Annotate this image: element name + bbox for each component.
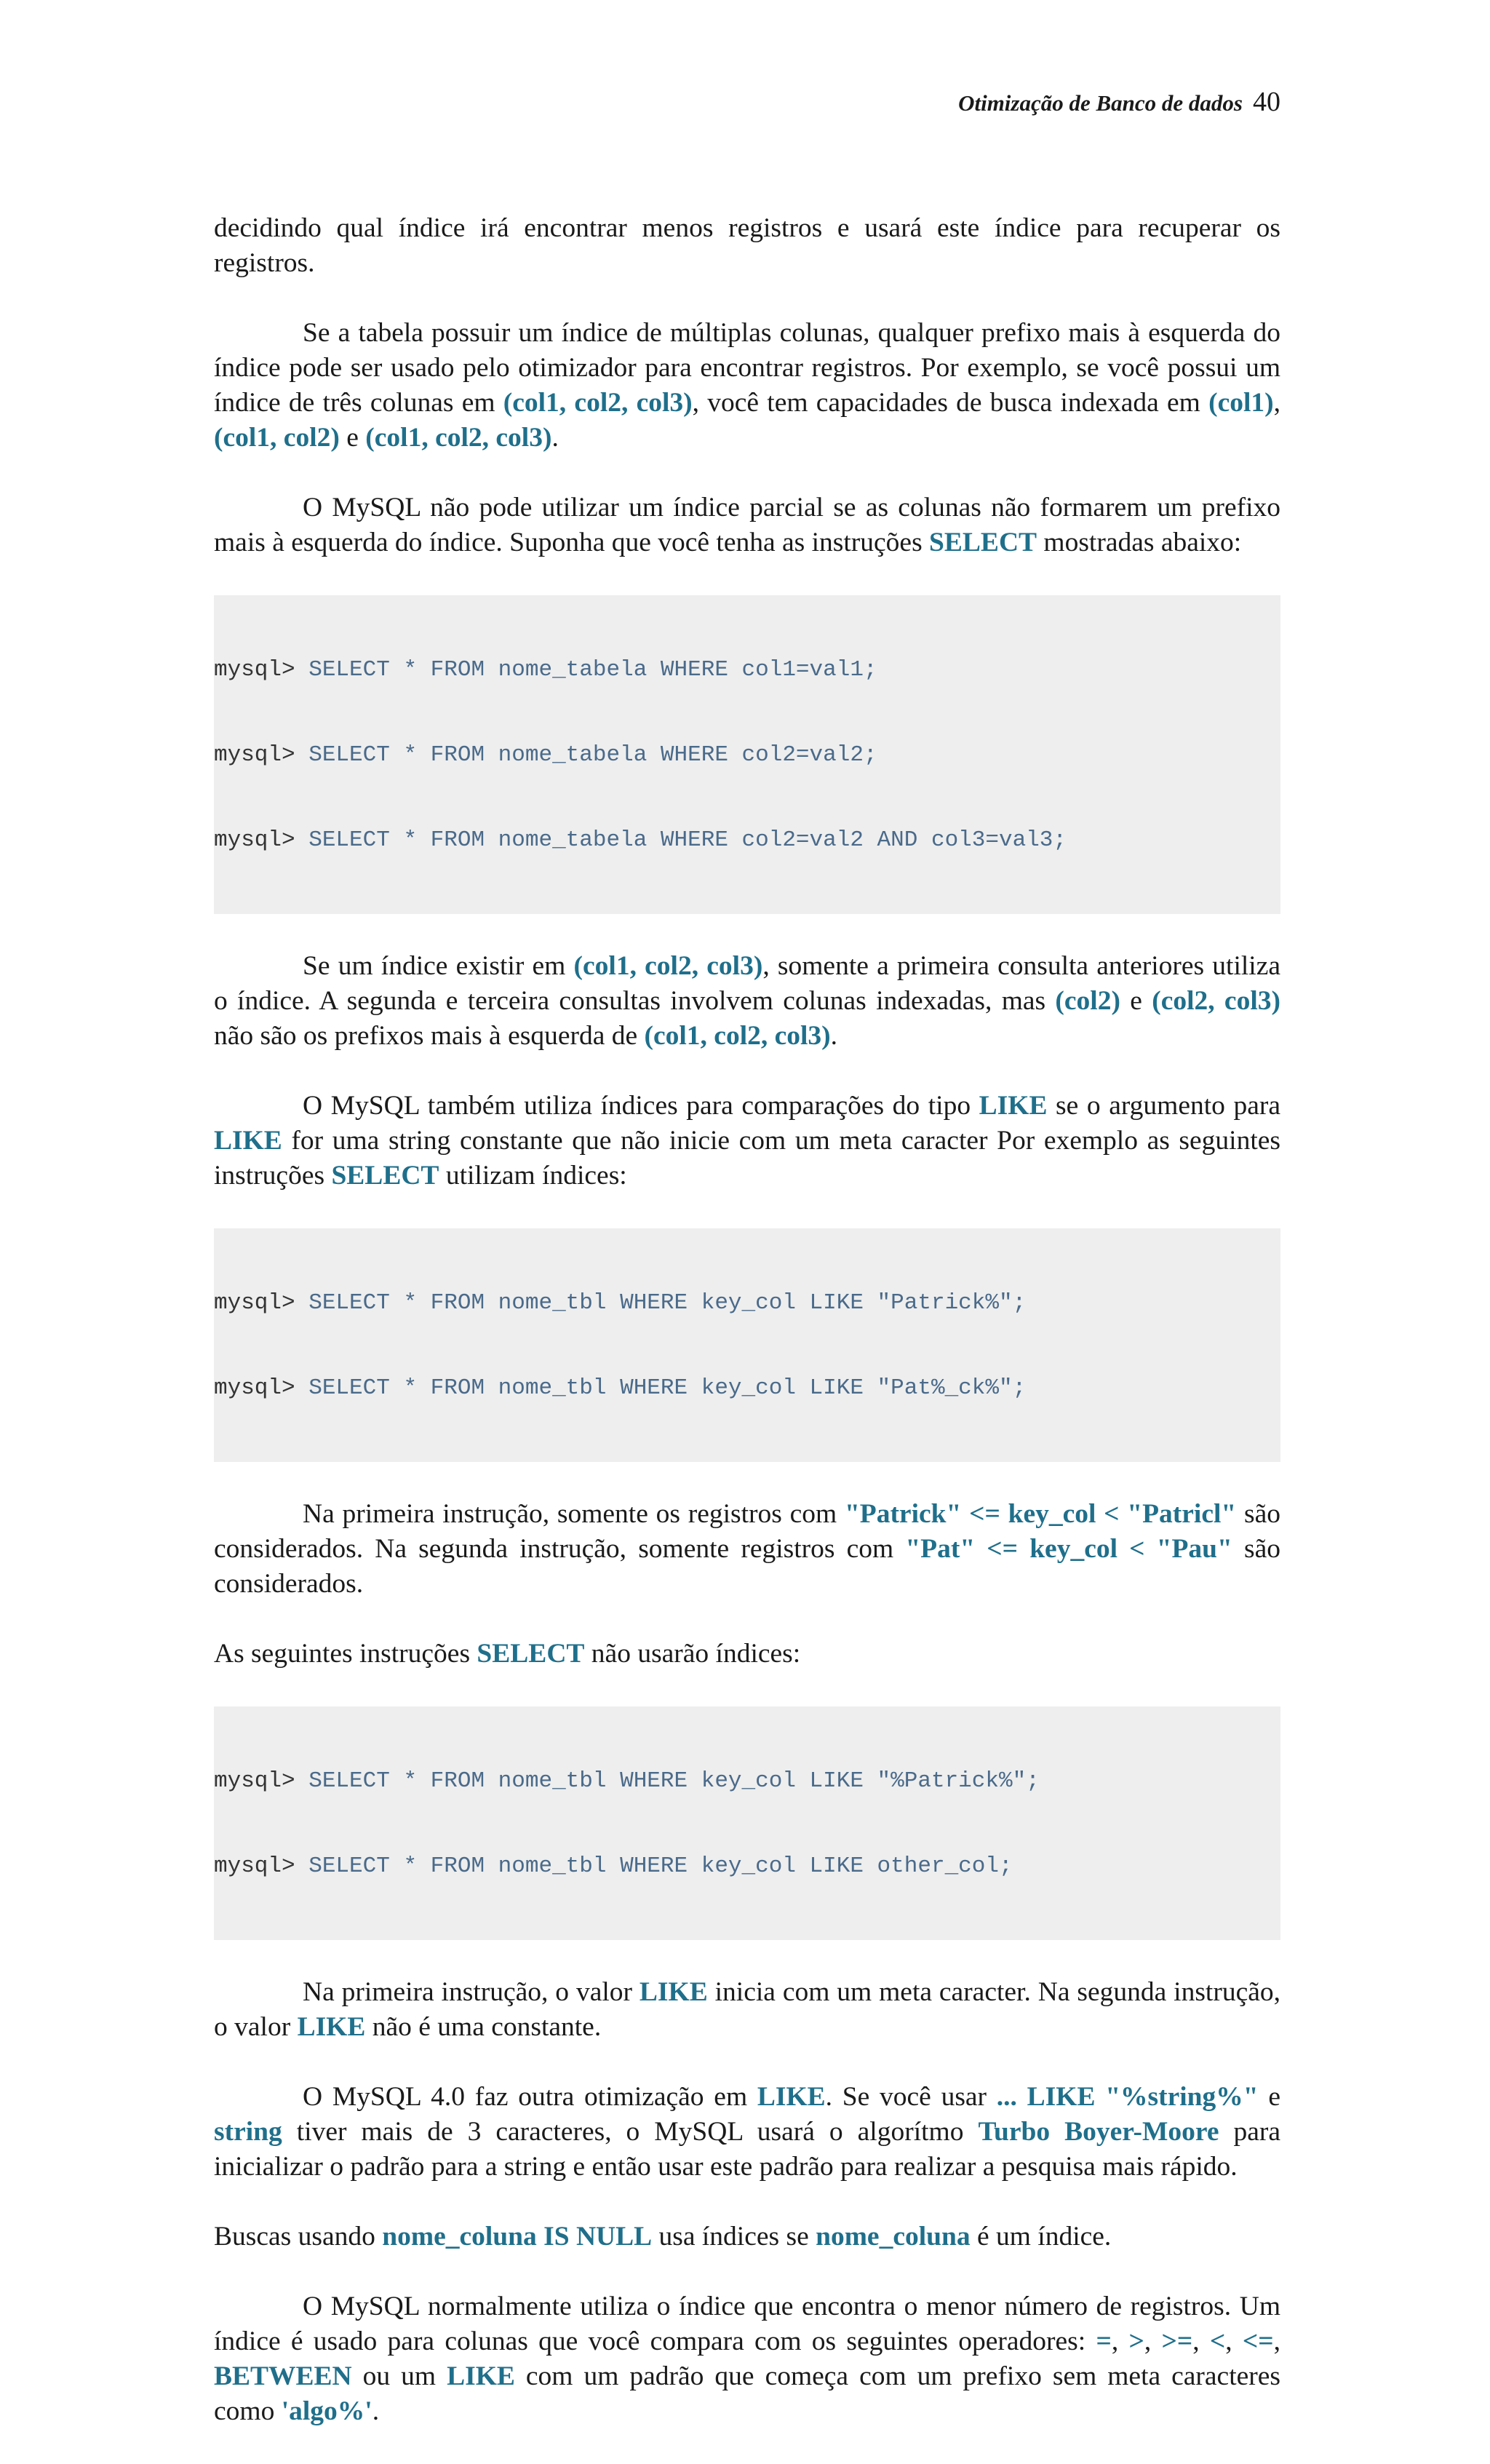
code-block-1	[214, 595, 1280, 914]
highlight-term: "Pat" <= key_col < "Pau"	[905, 1534, 1232, 1564]
highlight-term: LIKE	[447, 2361, 515, 2391]
text: usa índices se	[652, 2222, 816, 2252]
code-command: SELECT * FROM nome_tabela WHERE col1=val1;	[295, 657, 877, 683]
text: não é uma constante.	[365, 2012, 602, 2042]
text: , você tem capacidades de busca indexada em	[692, 388, 1209, 418]
highlight-term: Turbo Boyer-Moore	[978, 2117, 1219, 2147]
code-command: SELECT * FROM nome_tbl WHERE key_col LIKE "Patrick%";	[295, 1290, 1027, 1316]
text: e	[1258, 2082, 1280, 2112]
header-title: Otimização de Banco de dados	[958, 90, 1243, 116]
text: ou um	[351, 2361, 447, 2391]
paragraph-5	[214, 1089, 1280, 1193]
text: Buscas usando	[214, 2222, 383, 2252]
text: O MySQL não pode utilizar um índice parcial se as colunas não formarem um prefixo mais à esquerda do índice. Suponha que você tenha as instruções	[214, 493, 1280, 557]
text: não usarão índices:	[584, 1639, 801, 1669]
highlight-term: SELECT	[929, 528, 1037, 557]
code-prompt: mysql>	[214, 1853, 295, 1879]
paragraph-2	[214, 316, 1280, 456]
highlight-term: "Patrick" <= key_col < "Patricl"	[844, 1499, 1237, 1529]
highlight-term: LIKE	[639, 1977, 708, 2007]
code-prompt: mysql>	[214, 827, 295, 853]
highlight-term: LIKE	[214, 1126, 282, 1156]
text: utilizam índices:	[439, 1161, 627, 1191]
text: inicia com um meta caracter. Na segunda instrução, o valor	[214, 1977, 1280, 2042]
highlight-term: <=	[1242, 2326, 1274, 2356]
code-line	[214, 656, 1280, 684]
paragraph-4	[214, 949, 1280, 1054]
highlight-term: =	[1096, 2326, 1112, 2356]
highlight-term: SELECT	[477, 1639, 585, 1669]
highlight-term: nome_coluna	[816, 2222, 971, 2252]
text: ,	[1225, 2326, 1243, 2356]
code-block-3	[214, 1706, 1280, 1940]
text: As seguintes instruções	[214, 1639, 477, 1669]
page-body	[214, 211, 1280, 2464]
text: Na primeira instrução, o valor	[303, 1977, 640, 2007]
text: ,	[1111, 2326, 1129, 2356]
paragraph-6	[214, 1497, 1280, 1602]
highlight-term: (col1, col2, col3)	[365, 423, 552, 453]
text: ,	[1273, 388, 1280, 418]
code-command: SELECT * FROM nome_tabela WHERE col2=val2 AND col3=val3;	[295, 827, 1067, 853]
code-line	[214, 1374, 1280, 1402]
paragraph-7	[214, 1637, 1280, 1672]
paragraph-11	[214, 2289, 1280, 2429]
paragraph-9	[214, 2080, 1280, 2185]
text: ,	[1192, 2326, 1210, 2356]
highlight-term: nome_coluna IS NULL	[382, 2222, 653, 2252]
highlight-term: <	[1209, 2326, 1226, 2356]
code-prompt: mysql>	[214, 1290, 295, 1316]
highlight-term: LIKE	[979, 1091, 1048, 1121]
text: são considerados. Na segunda instrução, somente registros com	[214, 1499, 1280, 1564]
text: , somente a primeira consulta anteriores utiliza o índice. A segunda e terceira consultas involvem colunas indexadas, mas	[214, 951, 1281, 1016]
text: mostradas abaixo:	[1037, 528, 1242, 557]
text: e	[339, 423, 366, 453]
code-prompt: mysql>	[214, 742, 295, 768]
highlight-term: string	[214, 2117, 282, 2147]
text: e	[1120, 986, 1152, 1016]
code-prompt: mysql>	[214, 1768, 295, 1794]
text: O MySQL normalmente utiliza o índice que encontra o menor número de registros. Um índice é usado para colunas que você compara com os seguintes operadores:	[214, 2292, 1280, 2356]
text: Na primeira instrução, somente os registros com	[303, 1499, 845, 1529]
highlight-term: >=	[1161, 2326, 1193, 2356]
text: com um padrão que começa com um prefixo sem meta caracteres como	[214, 2361, 1280, 2426]
highlight-term: (col1, col2, col3)	[573, 951, 763, 981]
text: .	[372, 2396, 380, 2426]
highlight-term: BETWEEN	[214, 2361, 352, 2391]
text: .	[551, 423, 559, 453]
text: ,	[1144, 2326, 1162, 2356]
highlight-term: (col1, col2, col3)	[644, 1021, 831, 1051]
highlight-term: (col1, col2, col3)	[503, 388, 693, 418]
paragraph-10	[214, 2219, 1280, 2254]
highlight-term: (col1)	[1208, 388, 1274, 418]
text: é um índice.	[970, 2222, 1112, 2252]
text: O MySQL 4.0 faz outra otimização em	[303, 2082, 757, 2112]
code-command: SELECT * FROM nome_tabela WHERE col2=val2;	[295, 742, 877, 768]
page-header	[873, 86, 1280, 118]
code-prompt: mysql>	[214, 657, 295, 683]
highlight-term: >	[1128, 2326, 1144, 2356]
text: Se a tabela possuir um índice de múltiplas colunas, qualquer prefixo mais à esquerda do índice pode ser usado pelo otimizador para encontrar registros. Por exemplo, se você possui um índice de três colunas em	[214, 318, 1280, 418]
paragraph-8	[214, 1975, 1280, 2045]
text: são considerados.	[214, 1534, 1280, 1599]
code-line	[214, 741, 1280, 769]
text: .	[830, 1021, 838, 1051]
highlight-term: (col2)	[1055, 986, 1120, 1016]
highlight-term: 'algo%'	[281, 2396, 372, 2426]
text: . Se você usar	[825, 2082, 997, 2112]
code-block-2	[214, 1228, 1280, 1462]
highlight-term: (col1, col2)	[214, 423, 340, 453]
page-number: 40	[1253, 87, 1280, 117]
text: ,	[1273, 2326, 1280, 2356]
paragraph-3	[214, 490, 1280, 560]
code-line	[214, 1767, 1280, 1795]
code-line	[214, 1289, 1280, 1317]
text: for uma string constante que não inicie com um meta caracter Por exemplo as seguintes instruções	[214, 1126, 1280, 1191]
highlight-term: LIKE	[757, 2082, 826, 2112]
text: O MySQL também utiliza índices para comparações do tipo	[303, 1091, 979, 1121]
highlight-term: ... LIKE "%string%"	[996, 2082, 1259, 2112]
text: não são os prefixos mais à esquerda de	[214, 1021, 645, 1051]
code-command: SELECT * FROM nome_tbl WHERE key_col LIKE "Pat%_ck%";	[295, 1375, 1027, 1401]
code-command: SELECT * FROM nome_tbl WHERE key_col LIKE "%Patrick%";	[295, 1768, 1040, 1794]
text: tiver mais de 3 caracteres, o MySQL usará o algorítmo	[282, 2117, 979, 2147]
text: Se um índice existir em	[303, 951, 574, 981]
code-line	[214, 1852, 1280, 1880]
code-command: SELECT * FROM nome_tbl WHERE key_col LIKE other_col;	[295, 1853, 1013, 1879]
highlight-term: SELECT	[331, 1161, 439, 1191]
highlight-term: LIKE	[297, 2012, 366, 2042]
text: decidindo qual índice irá encontrar menos registros e usará este índice para recuperar os registros.	[214, 213, 1280, 278]
highlight-term: (col2, col3)	[1152, 986, 1280, 1016]
code-line	[214, 826, 1280, 854]
code-prompt: mysql>	[214, 1375, 295, 1401]
paragraph-1	[214, 211, 1280, 281]
text: para inicializar o padrão para a string e então usar este padrão para realizar a pesquisa mais rápido.	[214, 2117, 1281, 2182]
text: se o argumento para	[1047, 1091, 1280, 1121]
